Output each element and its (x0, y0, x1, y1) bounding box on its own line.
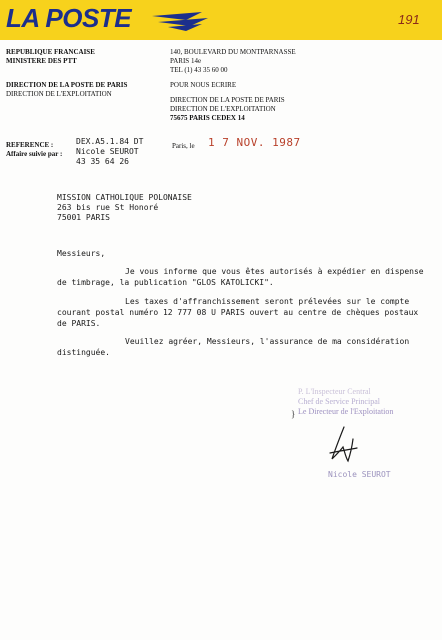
reference-label: REFERENCE : (6, 141, 54, 149)
write-to-heading (170, 81, 370, 90)
p1-line2: de timbrage, la publication "GLOS KATOLICKI". (57, 278, 274, 287)
p3-line2: distinguée. (57, 348, 110, 357)
p1-line1: Je vous informe que vous êtes autorisés à expédier en dispense (125, 267, 424, 276)
sender-direction (6, 81, 166, 99)
recipient-name: MISSION CATHOLIQUE POLONAISE (57, 193, 192, 202)
date-stamp: 1 7 NOV. 1987 (208, 136, 301, 149)
bird-logo-icon (150, 10, 212, 32)
letterhead-band (0, 0, 442, 40)
paragraph-1 (57, 266, 427, 288)
stamp-line3: Le Directeur de l'Exploitation (298, 407, 394, 416)
write-to-line1: DIRECTION DE LA POSTE DE PARIS (170, 96, 285, 104)
address-tel: TEL (1) 43 35 60 00 (170, 66, 228, 74)
address-city: PARIS 14e (170, 57, 202, 65)
reference-phone: 43 35 64 26 (76, 157, 129, 166)
handwritten-signature (326, 425, 360, 465)
salutation: Messieurs, (57, 249, 106, 258)
paragraph-2 (57, 296, 427, 329)
date-city: Paris, le (172, 142, 195, 150)
stamp-line2: Chef de Service Principal (298, 397, 380, 406)
la-poste-logo: LA POSTE (6, 3, 132, 33)
stamp-marker: } (291, 409, 296, 419)
sender-address (170, 48, 370, 75)
sender-line2: MINISTERE DES PTT (6, 57, 77, 65)
reference-values (76, 137, 143, 167)
write-to-line2: DIRECTION DE L'EXPLOITATION (170, 105, 276, 113)
p2-line1: Les taxes d'affranchissement seront prélevées sur le compte (125, 297, 410, 306)
address-street: 140, BOULEVARD DU MONTPARNASSE (170, 48, 296, 56)
stamp-line1: P. L'Inspecteur Central (298, 387, 371, 396)
sender-direction1: DIRECTION DE LA POSTE DE PARIS (6, 81, 128, 89)
paragraph-3 (57, 336, 427, 358)
recipient-address (57, 193, 192, 223)
sender-ministry (6, 48, 156, 66)
sender-line1: REPUBLIQUE FRANCAISE (6, 48, 95, 56)
sender-direction2: DIRECTION DE L'EXPLOITATION (6, 90, 112, 98)
write-to-address (170, 96, 370, 123)
write-to-label: POUR NOUS ECRIRE (170, 81, 237, 89)
p3-line1: Veuillez agréer, Messieurs, l'assurance de ma considération (125, 337, 410, 346)
reference-labels (6, 141, 76, 159)
reference-person: Nicole SEUROT (76, 147, 139, 156)
p2-line2: courant postal numéro 12 777 08 U PARIS ouvert au centre de chèques postaux (57, 308, 419, 317)
followed-by-label: Affaire suivie par : (6, 150, 63, 158)
official-stamp (298, 387, 438, 417)
write-to-line3: 75675 PARIS CEDEX 14 (170, 114, 245, 122)
recipient-street: 263 bis rue St Honoré (57, 203, 159, 212)
handwritten-page-number: 191 (398, 12, 420, 27)
reference-code: DEX.A5.1.84 DT (76, 137, 144, 146)
signer-name: Nicole SEUROT (328, 470, 391, 479)
p2-line3: de PARIS. (57, 319, 101, 328)
recipient-city: 75001 PARIS (57, 213, 110, 222)
